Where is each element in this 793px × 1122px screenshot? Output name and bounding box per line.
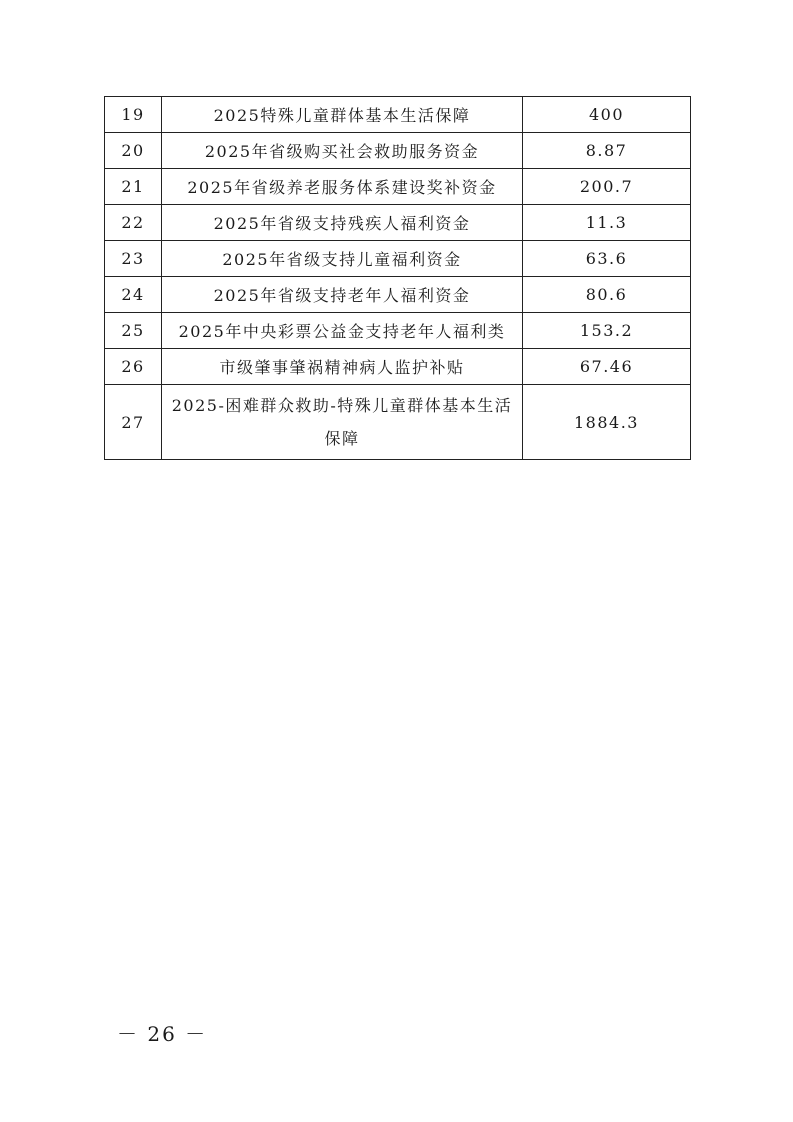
table-row [105, 169, 691, 205]
table-row [105, 349, 691, 385]
item-name: 2025-困难群众救助-特殊儿童群体基本生活保障 [162, 385, 523, 460]
table-row [105, 277, 691, 313]
item-amount: 63.6 [523, 241, 691, 277]
row-number: 22 [105, 205, 162, 241]
item-amount: 1884.3 [523, 385, 691, 460]
item-amount: 200.7 [523, 169, 691, 205]
item-amount: 8.87 [523, 133, 691, 169]
table-row [105, 97, 691, 133]
table-row [105, 133, 691, 169]
item-amount: 11.3 [523, 205, 691, 241]
row-number: 19 [105, 97, 162, 133]
item-amount: 80.6 [523, 277, 691, 313]
item-amount: 400 [523, 97, 691, 133]
item-name: 2025年省级支持残疾人福利资金 [162, 205, 523, 241]
row-number: 20 [105, 133, 162, 169]
item-amount: 67.46 [523, 349, 691, 385]
page-number: － 26 － [117, 1022, 208, 1046]
row-number: 27 [105, 385, 162, 460]
row-number: 26 [105, 349, 162, 385]
item-name: 2025年中央彩票公益金支持老年人福利类 [162, 313, 523, 349]
item-name: 2025年省级支持儿童福利资金 [162, 241, 523, 277]
table-row [105, 241, 691, 277]
item-name: 2025年省级养老服务体系建设奖补资金 [162, 169, 523, 205]
row-number: 24 [105, 277, 162, 313]
item-name: 2025特殊儿童群体基本生活保障 [162, 97, 523, 133]
row-number: 23 [105, 241, 162, 277]
item-name: 市级肇事肇祸精神病人监护补贴 [162, 349, 523, 385]
row-number: 25 [105, 313, 162, 349]
table-row [105, 313, 691, 349]
table-row [105, 385, 691, 460]
item-amount: 153.2 [523, 313, 691, 349]
item-name: 2025年省级支持老年人福利资金 [162, 277, 523, 313]
item-name: 2025年省级购买社会救助服务资金 [162, 133, 523, 169]
row-number: 21 [105, 169, 162, 205]
table-row [105, 205, 691, 241]
budget-table [104, 96, 691, 460]
